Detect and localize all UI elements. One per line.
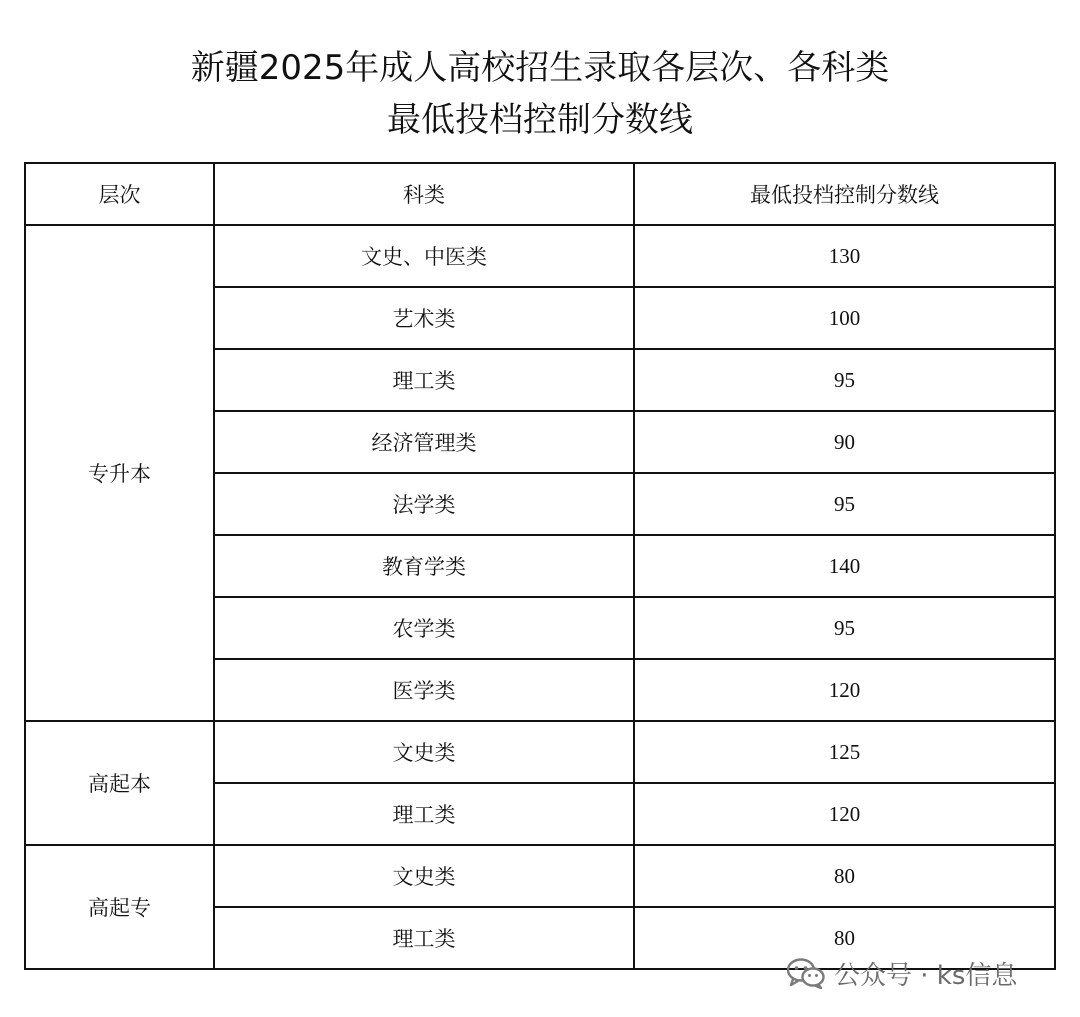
- score-cell: 80: [634, 907, 1055, 969]
- category-cell: 教育学类: [214, 535, 634, 597]
- wechat-icon: [786, 957, 826, 989]
- table-row: [25, 845, 1055, 907]
- category-cell: 文史、中医类: [214, 225, 634, 287]
- header-level: 层次: [25, 163, 214, 225]
- category-cell: 经济管理类: [214, 411, 634, 473]
- category-cell: 理工类: [214, 907, 634, 969]
- score-cell: 100: [634, 287, 1055, 349]
- level-cell: 专升本: [25, 225, 214, 721]
- category-cell: 法学类: [214, 473, 634, 535]
- score-cell: 95: [634, 349, 1055, 411]
- category-cell: 理工类: [214, 349, 634, 411]
- level-cell: 高起本: [25, 721, 214, 845]
- table-row: [25, 225, 1055, 287]
- score-cell: 120: [634, 659, 1055, 721]
- category-cell: 文史类: [214, 721, 634, 783]
- header-category: 科类: [214, 163, 634, 225]
- header-score: 最低投档控制分数线: [634, 163, 1055, 225]
- watermark-text: 公众号 · ks信息: [834, 960, 1018, 991]
- category-cell: 农学类: [214, 597, 634, 659]
- score-cell: 120: [634, 783, 1055, 845]
- table-row: [25, 721, 1055, 783]
- score-cell: 95: [634, 597, 1055, 659]
- category-cell: 文史类: [214, 845, 634, 907]
- category-cell: 理工类: [214, 783, 634, 845]
- score-cell: 95: [634, 473, 1055, 535]
- score-cell: 80: [634, 845, 1055, 907]
- score-cell: 140: [634, 535, 1055, 597]
- level-cell: 高起专: [25, 845, 214, 969]
- score-table: [24, 162, 1056, 970]
- category-cell: 艺术类: [214, 287, 634, 349]
- watermark: [786, 955, 1017, 991]
- score-cell: 130: [634, 225, 1055, 287]
- table-header-row: [25, 163, 1055, 225]
- score-cell: 90: [634, 411, 1055, 473]
- score-cell: 125: [634, 721, 1055, 783]
- category-cell: 医学类: [214, 659, 634, 721]
- page-title-line-2: 最低投档控制分数线: [387, 100, 693, 140]
- page-title-line-1: 新疆2025年成人高校招生录取各层次、各科类: [190, 48, 890, 88]
